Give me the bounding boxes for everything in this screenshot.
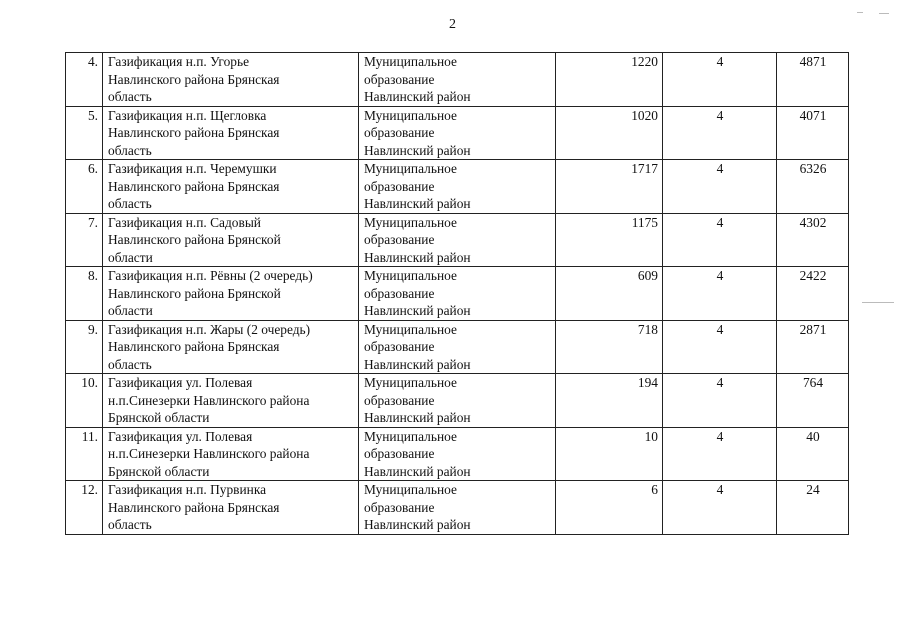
owner-name: [359, 213, 556, 267]
scan-mark-top-right: [857, 12, 863, 13]
row-number: 12.: [66, 481, 103, 535]
pressure-value: 4: [663, 374, 777, 428]
owner-name-line: образование: [364, 285, 435, 301]
object-name-line: область: [108, 89, 152, 104]
pressure-value: 4: [663, 213, 777, 267]
pressure-value: 4: [663, 481, 777, 535]
object-name-line: Газификация н.п. Черемушки: [108, 161, 277, 176]
object-name-line: Брянской области: [108, 463, 210, 479]
object-name-line: Навлинского района Брянская: [108, 125, 280, 140]
object-name-line: н.п.Синезерки Навлинского района: [108, 446, 310, 461]
object-name-line: Навлинского района Брянская: [108, 178, 280, 194]
object-name-line: область: [108, 196, 152, 211]
owner-name: [359, 427, 556, 481]
row-number: 5.: [66, 106, 103, 160]
owner-name: [359, 320, 556, 374]
owner-name-line: Навлинский район: [364, 410, 471, 425]
owner-name-line: образование: [364, 392, 435, 408]
owner-name: [359, 374, 556, 428]
owner-name: [359, 160, 556, 214]
length-value: 194: [556, 374, 663, 428]
object-name-line: область: [108, 356, 152, 372]
object-name: [103, 320, 359, 374]
object-name: [103, 481, 359, 535]
table-row: [66, 53, 849, 107]
scan-mark-right: [862, 302, 894, 303]
pressure-value: 4: [663, 53, 777, 107]
object-name-line: Навлинского района Брянская: [108, 339, 280, 354]
owner-name-line: Навлинский район: [364, 196, 471, 211]
object-name: [103, 213, 359, 267]
table-row: [66, 106, 849, 160]
length-value: 1020: [556, 106, 663, 160]
row-number: 11.: [66, 427, 103, 481]
owner-name-line: Муниципальное: [364, 54, 457, 69]
owner-name-line: образование: [364, 178, 435, 194]
length-value: 609: [556, 267, 663, 321]
owner-name: [359, 267, 556, 321]
owner-name-line: Навлинский район: [364, 463, 471, 479]
row-number: 6.: [66, 160, 103, 214]
object-name-line: область: [108, 517, 152, 532]
owner-name-line: образование: [364, 125, 435, 140]
owner-name-line: Навлинский район: [364, 249, 471, 265]
object-name-line: Газификация н.п. Рёвны (2 очередь): [108, 268, 313, 283]
count-value: 2871: [777, 320, 849, 374]
object-name: [103, 106, 359, 160]
gasification-table: [65, 52, 849, 535]
row-number: 9.: [66, 320, 103, 374]
owner-name-line: Муниципальное: [364, 161, 457, 176]
object-name-line: Брянской области: [108, 410, 210, 425]
count-value: 4302: [777, 213, 849, 267]
row-number: 10.: [66, 374, 103, 428]
row-number: 4.: [66, 53, 103, 107]
owner-name-line: Навлинский район: [364, 517, 471, 532]
owner-name-line: Муниципальное: [364, 107, 457, 123]
count-value: 6326: [777, 160, 849, 214]
owner-name-line: Навлинский район: [364, 142, 471, 158]
table-row: [66, 213, 849, 267]
row-number: 8.: [66, 267, 103, 321]
owner-name-line: Муниципальное: [364, 321, 457, 337]
object-name: [103, 160, 359, 214]
owner-name-line: Муниципальное: [364, 268, 457, 283]
length-value: 1220: [556, 53, 663, 107]
count-value: 4871: [777, 53, 849, 107]
owner-name-line: Навлинский район: [364, 356, 471, 372]
pressure-value: 4: [663, 320, 777, 374]
object-name-line: область: [108, 142, 152, 158]
owner-name: [359, 53, 556, 107]
owner-name-line: Навлинский район: [364, 89, 471, 104]
count-value: 2422: [777, 267, 849, 321]
table-row: [66, 427, 849, 481]
object-name-line: Навлинского района Брянской: [108, 232, 281, 247]
row-number: 7.: [66, 213, 103, 267]
pressure-value: 4: [663, 267, 777, 321]
owner-name-line: Муниципальное: [364, 214, 457, 230]
length-value: 1175: [556, 213, 663, 267]
length-value: 6: [556, 481, 663, 535]
owner-name-line: Муниципальное: [364, 375, 457, 390]
length-value: 1717: [556, 160, 663, 214]
object-name-line: Газификация н.п. Угорье: [108, 54, 250, 69]
page-number: 2: [449, 17, 456, 32]
count-value: 40: [777, 427, 849, 481]
owner-name-line: Муниципальное: [364, 482, 457, 497]
table-row: [66, 320, 849, 374]
object-name-line: н.п.Синезерки Навлинского района: [108, 392, 310, 408]
owner-name-line: образование: [364, 232, 435, 247]
object-name-line: Газификация н.п. Садовый: [108, 214, 261, 230]
object-name-line: Газификация н.п. Жары (2 очередь): [108, 321, 311, 337]
object-name-line: Навлинского района Брянская: [108, 499, 280, 515]
count-value: 764: [777, 374, 849, 428]
owner-name: [359, 106, 556, 160]
owner-name-line: образование: [364, 71, 435, 87]
table-row: [66, 267, 849, 321]
object-name: [103, 374, 359, 428]
object-name-line: Газификация ул. Полевая: [108, 428, 253, 444]
length-value: 718: [556, 320, 663, 374]
owner-name: [359, 481, 556, 535]
count-value: 4071: [777, 106, 849, 160]
owner-name-line: Навлинский район: [364, 303, 471, 318]
owner-name-line: образование: [364, 499, 435, 515]
object-name: [103, 427, 359, 481]
owner-name-line: образование: [364, 446, 435, 461]
pressure-value: 4: [663, 160, 777, 214]
table-row: [66, 481, 849, 535]
object-name-line: области: [108, 303, 153, 318]
pressure-value: 4: [663, 106, 777, 160]
owner-name-line: образование: [364, 339, 435, 354]
count-value: 24: [777, 481, 849, 535]
table-row: [66, 374, 849, 428]
table-body: [66, 53, 849, 535]
object-name-line: Газификация н.п. Пурвинка: [108, 482, 267, 497]
object-name-line: Навлинского района Брянской: [108, 285, 281, 301]
pressure-value: 4: [663, 427, 777, 481]
table-row: [66, 160, 849, 214]
object-name-line: Навлинского района Брянская: [108, 71, 280, 87]
object-name-line: области: [108, 249, 153, 265]
object-name: [103, 267, 359, 321]
scan-mark-top-right-2: [879, 13, 889, 14]
object-name: [103, 53, 359, 107]
owner-name-line: Муниципальное: [364, 428, 457, 444]
object-name-line: Газификация ул. Полевая: [108, 375, 253, 390]
length-value: 10: [556, 427, 663, 481]
object-name-line: Газификация н.п. Щегловка: [108, 107, 267, 123]
